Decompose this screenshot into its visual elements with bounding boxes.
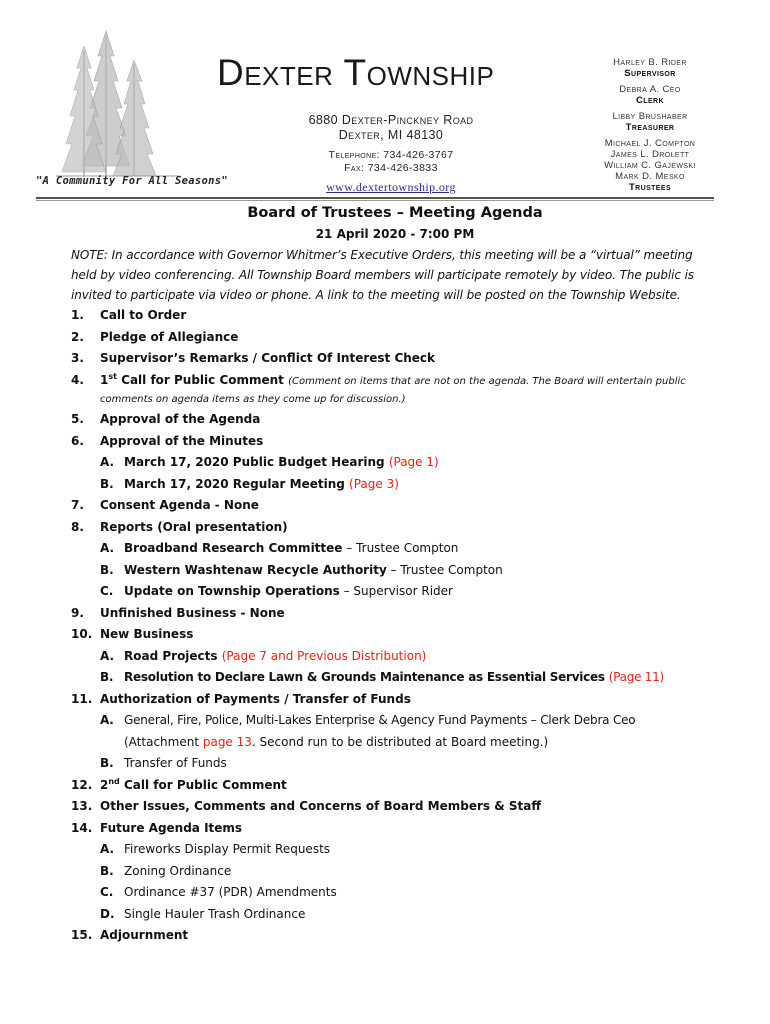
township-motto: "A Community For All Seasons": [36, 175, 229, 187]
agenda-subitem: D. Single Hauler Trash Ordinance: [100, 906, 306, 921]
agenda-subitem: C. Ordinance #37 (PDR) Amendments: [100, 885, 337, 899]
agenda-item: 6. Approval of the Minutes: [71, 433, 264, 448]
address-block: [286, 113, 496, 195]
agenda-item: 9. Unfinished Business - None: [71, 605, 285, 620]
page-reference: (Page 11): [608, 670, 664, 684]
agenda-subitem: A. Fireworks Display Permit Requests: [100, 842, 331, 856]
address-city: Dexter, MI 48130: [338, 128, 444, 142]
agenda-subitem: A. Broadband Research Committee – Trustee Compton: [100, 541, 459, 555]
agenda-subitem: C. Update on Township Operations – Supervisor Rider: [100, 584, 453, 598]
telephone: Telephone: 734-426-3767: [328, 149, 454, 161]
fax: Fax: 734-426-3833: [344, 162, 438, 174]
agenda-item: 13. Other Issues, Comments and Concerns of Board Members & Staff: [71, 799, 542, 813]
agenda-item: 15. Adjournment: [71, 928, 189, 942]
agenda-subitem: A. March 17, 2020 Public Budget Hearing (Page 1): [100, 455, 439, 469]
supervisor-title: Supervisor: [624, 68, 676, 79]
agenda-subitem: A. Road Projects (Page 7 and Previous Distribution): [100, 648, 427, 663]
agenda-subitem: A. General, Fire, Police, Multi-Lakes Enterprise & Agency Fund Payments – Clerk Debra Ceo: [100, 713, 636, 727]
agenda-item: 8. Reports (Oral presentation): [71, 519, 288, 534]
page-reference: (Page 3): [349, 476, 399, 491]
agenda-item-note: (Comment on items that are not on the agenda. The Board will entertain public: [288, 375, 686, 387]
meeting-date: 21 April 2020 - 7:00 PM: [315, 227, 475, 241]
trustee-name: James L. Drolett: [610, 149, 690, 160]
agenda-body: [71, 203, 719, 947]
agenda-subitem: B. Western Washtenaw Recycle Authority – Trustee Compton: [100, 562, 503, 577]
virtual-meeting-note: NOTE: In accordance with Governor Whitmer’s Executive Orders, this meeting will be a “virtual” meeting held by video conferencing. All Township Board members will participate remotely by video. The public is invited to participate via video or phone. A link to the meeting will be posted on the Township Website.: [71, 248, 694, 302]
agenda-item: 2. Pledge of Allegiance: [71, 329, 239, 344]
clerk-title: Clerk: [636, 95, 664, 106]
agenda-subitem-continued: (Attachment page 13. Second run to be distributed at Board meeting.): [124, 734, 549, 749]
supervisor-name: Harley B. Rider: [613, 57, 687, 68]
page-reference: (Page 1): [388, 455, 439, 469]
website-link[interactable]: www.dextertownship.org: [326, 180, 456, 194]
agenda-title: Board of Trustees – Meeting Agenda: [247, 205, 543, 221]
treasurer-name: Libby Brushaber: [612, 111, 688, 122]
trustees-title: Trustees: [628, 182, 672, 193]
organization-name: Dexter Township: [217, 52, 495, 93]
agenda-item: 11. Authorization of Payments / Transfer of Funds: [71, 691, 411, 706]
page-reference: (Page 7 and Previous Distribution): [221, 648, 427, 663]
agenda-item: 5. Approval of the Agenda: [71, 412, 261, 426]
officials-list: [580, 57, 720, 193]
agenda-subitem: B. March 17, 2020 Regular Meeting (Page 3): [100, 476, 399, 491]
clerk-name: Debra A. Ceo: [619, 84, 681, 95]
agenda-item-note-continued: comments on agenda items as they come up for discussion.): [100, 394, 406, 405]
agenda-item: 14. Future Agenda Items: [71, 820, 243, 835]
agenda-item: 12. 2nd Call for Public Comment: [71, 776, 287, 792]
agenda-item: 10. New Business: [71, 627, 194, 641]
agenda-subitem: B. Resolution to Declare Lawn & Grounds Maintenance as Essential Services (Page 11): [100, 670, 664, 684]
pine-trees-logo: [48, 26, 188, 188]
trustee-name: Mark D. Mesko: [615, 171, 685, 182]
agenda-item: 7. Consent Agenda - None: [71, 498, 259, 512]
agenda-item: 4. 1st Call for Public Comment (Comment on items that are not on the agenda. The Board will entertain public: [71, 371, 686, 387]
trustee-name: Michael J. Compton: [604, 138, 696, 149]
address-street: 6880 Dexter-Pinckney Road: [308, 113, 474, 127]
header-divider: [36, 197, 714, 201]
letterhead: [0, 0, 770, 200]
agenda-item: 1. Call to Order: [71, 308, 187, 322]
trustee-name: William C. Gajewski: [604, 160, 696, 171]
agenda-subitem: B. Transfer of Funds: [100, 756, 227, 770]
agenda-item: 3. Supervisor’s Remarks / Conflict Of Interest Check: [71, 351, 436, 365]
treasurer-title: Treasurer: [625, 122, 675, 133]
page-reference: page 13: [202, 734, 252, 749]
agenda-subitem: B. Zoning Ordinance: [100, 863, 232, 878]
